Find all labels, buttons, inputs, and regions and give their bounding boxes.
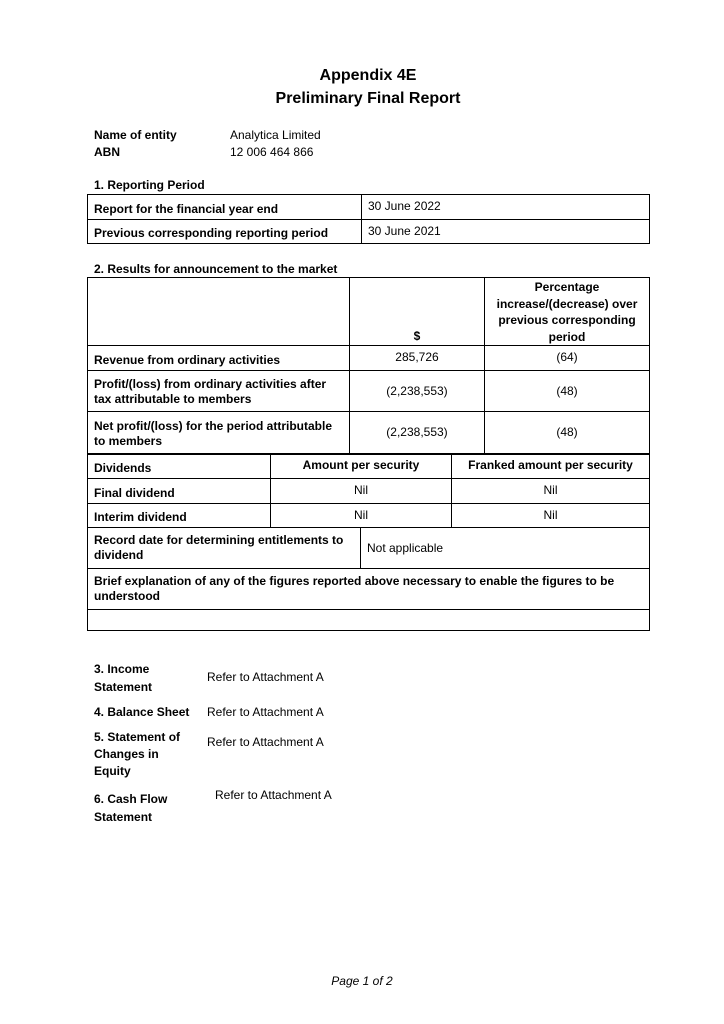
explanation-table (87, 568, 650, 631)
table-row (88, 195, 650, 220)
cash-flow-label: 6. Cash Flow Statement (94, 792, 168, 824)
amount-column-header: Amount per security (271, 455, 452, 479)
changes-in-equity-value: Refer to Attachment A (207, 735, 324, 749)
results-header-blank (88, 278, 350, 346)
final-dividend-amount: Nil (271, 479, 452, 504)
net-profit-percent: (48) (485, 412, 650, 454)
percent-column-header: Percentage increase/(decrease) over previous corresponding period (485, 278, 650, 346)
page-subtitle: Preliminary Final Report (275, 90, 461, 107)
interim-dividend-franked: Nil (452, 504, 650, 528)
revenue-value: 285,726 (350, 346, 485, 371)
revenue-label: Revenue from ordinary activities (88, 346, 350, 371)
profit-value: (2,238,553) (350, 371, 485, 412)
results-heading: 2. Results for announcement to the market (94, 262, 338, 276)
abn-value: 12 006 464 866 (230, 145, 314, 159)
record-date-label: Record date for determining entitlements to dividend (88, 528, 361, 569)
net-profit-label: Net profit/(loss) for the period attributable to members (88, 412, 350, 454)
explanation-label: Brief explanation of any of the figures reported above necessary to enable the figures to be understood (88, 569, 650, 610)
table-row (88, 610, 650, 631)
balance-sheet-value: Refer to Attachment A (207, 705, 324, 719)
previous-period-value: 30 June 2021 (362, 220, 650, 244)
table-row (88, 479, 650, 504)
reporting-period-table (87, 194, 650, 244)
balance-sheet-label: 4. Balance Sheet (94, 705, 190, 719)
entity-name-value: Analytica Limited (230, 128, 321, 142)
entity-name-label: Name of entity (94, 128, 177, 142)
profit-percent: (48) (485, 371, 650, 412)
table-row (88, 569, 650, 610)
page-title: Appendix 4E (319, 67, 417, 84)
income-statement-label: 3. Income Statement (94, 662, 153, 694)
table-row (88, 455, 650, 479)
interim-dividend-label: Interim dividend (88, 504, 271, 528)
dividends-label: Dividends (88, 455, 271, 479)
reporting-period-heading: 1. Reporting Period (94, 178, 205, 192)
table-row (88, 412, 650, 454)
page-number: Page 1 of 2 (331, 974, 393, 988)
table-row (88, 528, 650, 569)
report-year-value: 30 June 2022 (362, 195, 650, 220)
explanation-value (88, 610, 650, 631)
abn-label: ABN (94, 145, 120, 159)
final-dividend-franked: Nil (452, 479, 650, 504)
revenue-percent: (64) (485, 346, 650, 371)
cash-flow-value: Refer to Attachment A (215, 788, 332, 802)
franked-column-header: Franked amount per security (452, 455, 650, 479)
final-dividend-label: Final dividend (88, 479, 271, 504)
table-row (88, 220, 650, 244)
previous-period-label: Previous corresponding reporting period (88, 220, 362, 244)
interim-dividend-amount: Nil (271, 504, 452, 528)
record-date-value: Not applicable (361, 528, 650, 569)
results-table (87, 277, 650, 454)
income-statement-value: Refer to Attachment A (207, 670, 324, 684)
table-row (88, 371, 650, 412)
profit-label: Profit/(loss) from ordinary activities after tax attributable to members (88, 371, 350, 412)
net-profit-value: (2,238,553) (350, 412, 485, 454)
table-row (88, 504, 650, 528)
table-row (88, 278, 650, 346)
record-date-table (87, 527, 650, 569)
dividends-table (87, 454, 650, 528)
report-year-label: Report for the financial year end (88, 195, 362, 220)
dollar-column-header: $ (350, 278, 485, 346)
table-row (88, 346, 650, 371)
changes-in-equity-label: 5. Statement of Changes in Equity (94, 730, 181, 778)
